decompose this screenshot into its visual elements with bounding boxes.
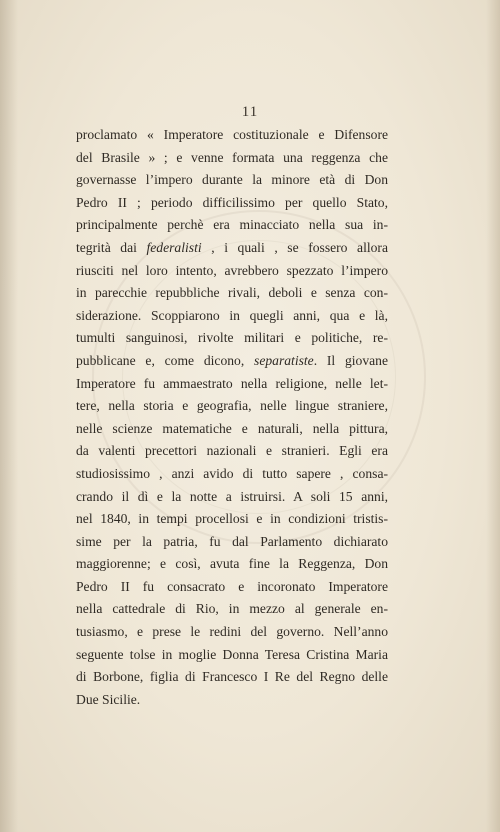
- text-line: governasse l’impero durante la minore età di Don: [76, 172, 388, 188]
- text-line: seguente tolse in moglie Donna Teresa Cristina Maria: [76, 646, 388, 662]
- text-span: , i quali , se fossero allora: [201, 239, 388, 255]
- text-line: in parecchie repubbliche rivali, deboli e senza con-: [76, 285, 388, 301]
- italic-term: federalisti: [146, 239, 202, 255]
- body-text: [76, 124, 388, 711]
- italic-term: separatiste: [254, 352, 314, 368]
- text-line: del Brasile » ; e venne formata una reggenza che: [76, 149, 388, 165]
- binding-shadow: [0, 0, 18, 832]
- text-line: principalmente perchè era minacciato nella sua in-: [76, 217, 388, 233]
- text-line: crando il dì e la notte a istruirsi. A soli 15 anni,: [76, 488, 388, 504]
- text-line: maggiorenne; e così, avuta fine la Reggenza, Don: [76, 556, 388, 572]
- text-line: [76, 350, 388, 373]
- text-span: . Il giovane: [313, 352, 388, 368]
- page-number: 11: [241, 104, 259, 120]
- text-line: tere, nella storia e geografia, nelle lingue straniere,: [76, 398, 388, 414]
- text-line: da valenti precettori nazionali e stranieri. Egli era: [76, 443, 388, 459]
- text-line: siderazione. Scoppiarono in quegli anni, qua e là,: [76, 307, 388, 323]
- text-line: tusiasmo, e prese le redini del governo. Nell’anno: [76, 624, 388, 640]
- text-line: sime per la patria, fu dal Parlamento dichiarato: [76, 533, 388, 549]
- text-line: proclamato « Imperatore costituzionale e Difensore: [76, 127, 388, 142]
- text-span: tegrità dai: [76, 239, 147, 255]
- text-line: Pedro II ; periodo difficilissimo per quello Stato,: [76, 194, 388, 210]
- text-line: nelle scienze matematiche e naturali, nella pittura,: [76, 420, 388, 436]
- text-line: [76, 237, 388, 260]
- text-line: Due Sicilie.: [76, 691, 141, 707]
- text-line: riusciti nel loro intento, avrebbero spezzato l’impero: [76, 262, 388, 278]
- text-line: Imperatore fu ammaestrato nella religione, nelle let-: [76, 375, 388, 391]
- text-line: nel 1840, in tempi procellosi e in condizioni tristis-: [76, 511, 388, 527]
- text-line: di Borbone, figlia di Francesco I Re del Regno delle: [76, 669, 388, 685]
- text-span: pubblicane e, come dicono,: [76, 352, 255, 368]
- text-line: studiosissimo , anzi avido di tutto sapere , consa-: [76, 465, 388, 481]
- page-edge: [486, 0, 500, 832]
- text-line: Pedro II fu consacrato e incoronato Imperatore: [76, 578, 388, 594]
- text-line: tumulti sanguinosi, rivolte militari e politiche, re-: [76, 330, 388, 346]
- text-line: nella cattedrale di Rio, in mezzo al generale en-: [76, 601, 388, 617]
